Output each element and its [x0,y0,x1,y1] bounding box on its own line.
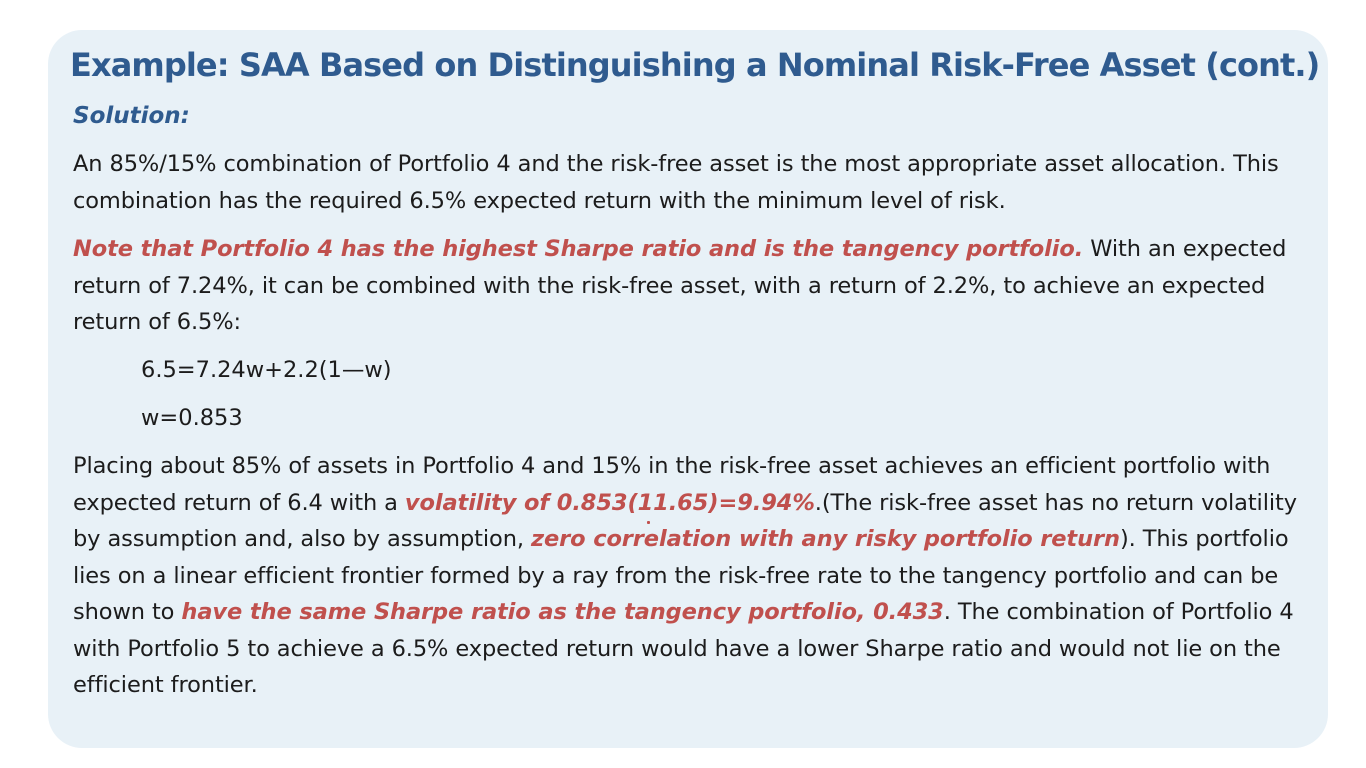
tangency-note-text: With an expected return of 7.24%, it can be combined with the risk-free asset, with a return of 2.2%, to achieve an expected return of 6.5%: [73,236,1287,335]
paragraph-efficient-portfolio [73,448,1318,704]
solution-heading: Solution: [73,103,190,129]
paragraph-allocation: An 85%/15% combination of Portfolio 4 and the risk-free asset is the most appropriate asset allocation. This combination has the required 6.5% expected return with the minimum level of risk. [73,151,1279,214]
equation-return: 6.5=7.24w+2.2(1—w) [141,357,392,383]
paragraph-tangency [73,231,1318,341]
equation-weight: w=0.853 [141,405,243,431]
cursor-mark [647,521,650,524]
zero-correlation-highlight: zero correlation with any risky portfolio return [530,526,1120,552]
efficient-text-1: Placing about 85% of assets in Portfolio 4 and 15% in the risk-free asset achieves an efficient portfolio with expected return of 6.4 with a [73,453,1271,516]
slide-title: Example: SAA Based on Distinguishing a Nominal Risk-Free Asset (cont.) [70,46,1320,84]
efficient-text-2: .(The risk-free asset has no return volatility by assumption and, also by assumption, [73,489,1297,552]
efficient-text-4: . The combination of Portfolio 4 with Portfolio 5 to achieve a 6.5% expected return would have a lower Sharpe ratio and would not lie on the efficient frontier. [73,599,1294,698]
sharpe-ratio-highlight: have the same Sharpe ratio as the tangency portfolio, 0.433 [181,599,944,625]
efficient-text-3: ). This portfolio lies on a linear efficient frontier formed by a ray from the risk-free rate to the tangency portfolio and can be shown to [73,526,1289,625]
tangency-note-highlight: Note that Portfolio 4 has the highest Sharpe ratio and is the tangency portfolio. [73,236,1084,262]
volatility-highlight: volatility of 0.853(11.65)=9.94% [404,489,815,516]
